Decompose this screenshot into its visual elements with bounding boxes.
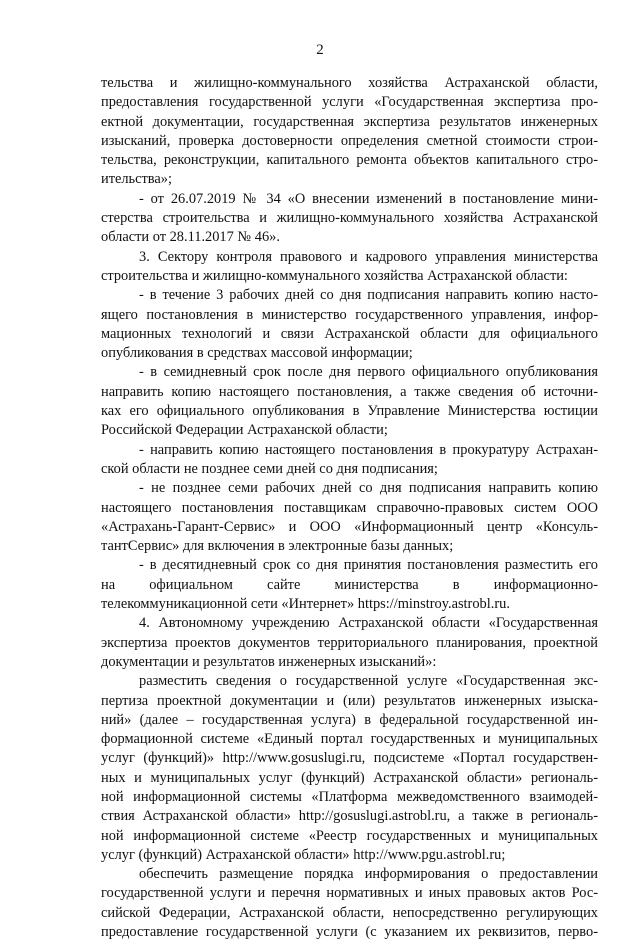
text-line: изысканий, проверка достоверности определения сметной стоимости строи- <box>101 132 598 149</box>
text-line: сийской Федерации, Астраханской области, непосредственно регулирующих <box>101 904 598 921</box>
text-line: ной информационной системе «Реестр государственных и муниципальных <box>101 827 598 844</box>
text-line: строительства и жилищно-коммунального хозяйства Астраханской области: <box>101 267 568 284</box>
text-line: на официальном сайте министерства в информационно- <box>101 576 598 593</box>
text-line: Российской Федерации Астраханской области; <box>101 422 388 439</box>
text-line: ской области не позднее семи дней со дня подписания; <box>101 460 438 477</box>
text-line: - направить копию настоящего постановления в прокуратуру Астрахан- <box>139 441 598 458</box>
text-line: 4. Автономному учреждению Астраханской области «Государственная <box>139 615 598 632</box>
text-line: услуг (функций)» http://www.gosuslugi.ru, подсистеме «Портал государствен- <box>101 750 598 767</box>
text-line: - от 26.07.2019 № 34 «О внесении изменений в постановление мини- <box>139 190 598 207</box>
text-line: 3. Сектору контроля правового и кадрового управления министерства <box>139 248 598 265</box>
text-line: «Астрахань-Гарант-Сервис» и ООО «Информационный центр «Консуль- <box>101 518 598 535</box>
text-line: государственной услуги и перечня нормативных и иных правовых актов Рос- <box>101 885 598 902</box>
text-line: услуг (функций) Астраханской области» http://www.pgu.astrobl.ru; <box>101 846 506 863</box>
text-line: формационной системе «Единый портал государственных и муниципальных <box>101 731 598 748</box>
text-line: тельства, реконструкции, капитального ремонта объектов капитального стро- <box>101 152 598 169</box>
text-line: ектной документации, государственная экспертиза результатов инженерных <box>101 113 598 130</box>
text-line: ительства»; <box>101 171 172 188</box>
text-line: экспертиза проектов документов территориального планирования, проектной <box>101 634 598 651</box>
text-line: мационных технологий и связи Астраханской области для официального <box>101 325 598 342</box>
text-line: ний» (далее – государственная услуга) в федеральной государственной ин- <box>101 711 598 728</box>
text-line: настоящего постановления поставщикам справочно-правовых систем ООО <box>101 499 598 516</box>
text-line: ной информационной системы «Платформа межведомственного взаимодей- <box>101 788 598 805</box>
text-line: пертиза проектной документации и (или) результатов инженерных изыска- <box>101 692 598 709</box>
text-line: ных и муниципальных услуг (функций) Астраханской области» региональ- <box>101 769 598 786</box>
text-line: ящего постановления в министерство государственного управления, инфор- <box>101 306 598 323</box>
document-body <box>101 74 598 942</box>
text-line: - в семидневный срок после дня первого официального опубликования <box>139 364 598 381</box>
text-line: тельства и жилищно-коммунального хозяйства Астраханской области, <box>101 75 598 91</box>
text-line: тантСервис» для включения в электронные базы данных; <box>101 538 454 555</box>
text-line: направить копию настоящего постановления, а также сведения об источни- <box>101 383 598 400</box>
text-line: ках его официального опубликования в Управление Министерства юстиции <box>101 403 598 420</box>
text-line: стерства строительства и жилищно-коммунального хозяйства Астраханской <box>101 210 598 227</box>
text-line: - в десятидневный срок со дня принятия постановления разместить его <box>139 557 598 574</box>
text-line: опубликования в средствах массовой информации; <box>101 345 413 362</box>
text-line: - не позднее семи рабочих дней со дня подписания направить копию <box>139 480 598 497</box>
text-line: разместить сведения о государственной услуге «Государственная экс- <box>139 673 598 690</box>
text-line: предоставление государственной услуги (с указанием их реквизитов, перво- <box>101 924 598 941</box>
page-number: 2 <box>316 42 324 58</box>
text-line: документации и результатов инженерных изысканий»: <box>101 653 437 670</box>
text-line: - в течение 3 рабочих дней со дня подписания направить копию насто- <box>139 287 598 304</box>
text-line: телекоммуникационной сети «Интернет» https://minstroy.astrobl.ru. <box>101 596 510 613</box>
text-line: ствия Астраханской области» http://gosuslugi.astrobl.ru, а также в региональ- <box>101 808 598 825</box>
text-line: обеспечить размещение порядка информирования о предоставлении <box>139 866 598 883</box>
text-line: предоставления государственной услуги «Государственная экспертиза про- <box>101 94 598 111</box>
text-line: области от 28.11.2017 № 46». <box>101 229 280 246</box>
